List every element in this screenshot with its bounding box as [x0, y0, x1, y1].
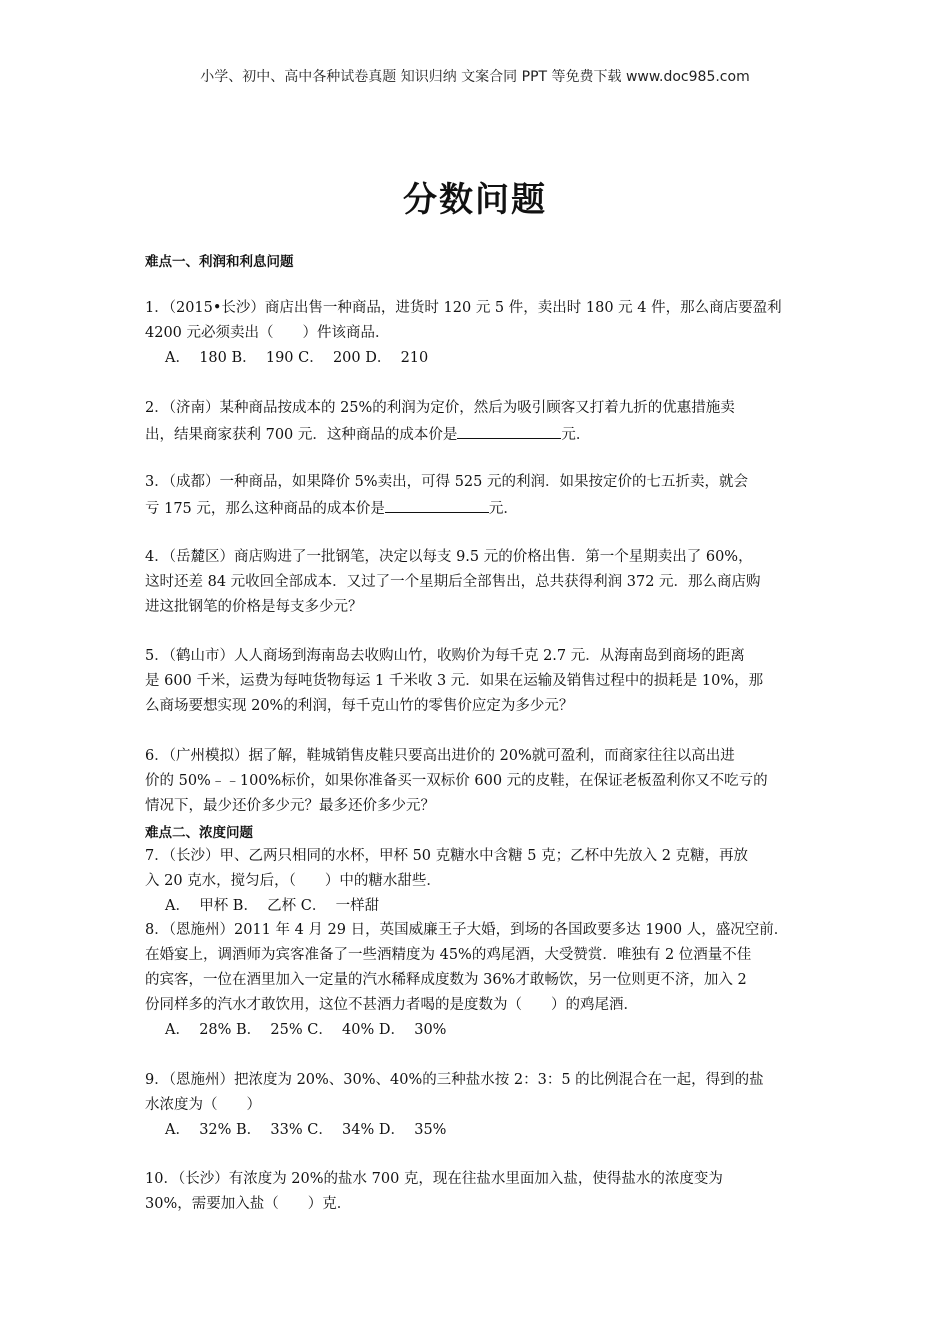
question-text: 8．（恩施州）2011 年 4 月 29 日，英国威廉王子大婚，到场的各国政要多达 1900 人，盛况空前． — [145, 922, 789, 938]
question-text: 进这批钢笔的价格是每支多少元？ — [145, 599, 363, 615]
question-text: 3．（成都）一种商品，如果降价 5%卖出，可得 525 元的利润．如果按定价的七五折卖，就会 — [145, 474, 748, 490]
question-text: 30%，需要加入盐（ ）克． — [145, 1196, 352, 1212]
question-text: 元． — [488, 501, 518, 517]
question-text: 么商场要想实现 20%的利润，每千克山竹的零售价应定为多少元？ — [145, 698, 574, 714]
question-text-line — [145, 497, 518, 519]
question-text: 在婚宴上，调酒师为宾客准备了一些酒精度为 45%的鸡尾酒，大受赞赏．唯独有 2 位酒量不佳 — [145, 947, 752, 963]
page-header: 小学、初中、高中各种试卷真题 知识归纳 文案合同 PPT 等免费下载 www.doc985.com — [200, 69, 750, 85]
question-text: 价的 50%﹣﹣100%标价，如果你准备买一双标价 600 元的皮鞋，在保证老板盈利你又不吃亏的 — [145, 773, 768, 789]
answer-blank — [385, 497, 489, 513]
question-text: 的宾客，一位在酒里加入一定量的汽水稀释成度数为 36%才敢畅饮，另一位则更不济，加入 2 — [145, 972, 747, 988]
question-text: 出，结果商家获利 700 元．这种商品的成本价是 — [145, 427, 458, 443]
answer-blank — [457, 423, 561, 439]
question-text: 4．（岳麓区）商店购进了一批钢笔，决定以每支 9.5 元的价格出售．第一个星期卖出了 60%， — [145, 549, 753, 565]
question-text: 是 600 千米，运费为每吨货物每运 1 千米收 3 元．如果在运输及销售过程中的损耗是 10%，那 — [145, 673, 764, 689]
section-heading-profit: 难点一、利润和利息问题 — [145, 254, 294, 270]
question-text-line — [145, 423, 590, 445]
question-text: 份同样多的汽水才敢饮用，这位不甚酒力者喝的是度数为（ ）的鸡尾酒． — [145, 997, 638, 1013]
answer-options: A． 180 B． 190 C． 200 D． 210 — [165, 350, 429, 366]
question-text: 入 20 克水，搅匀后，（ ）中的糖水甜些． — [145, 873, 441, 889]
question-text: 5．（鹤山市）人人商场到海南岛去收购山竹，收购价为每千克 2.7 元．从海南岛到商场的距离 — [145, 648, 745, 664]
question-text: 6．（广州模拟）据了解，鞋城销售皮鞋只要高出进价的 20%就可盈利，而商家往往以高出进 — [145, 748, 735, 764]
question-text: 9．（恩施州）把浓度为 20%、30%、40%的三种盐水按 2：3：5 的比例混合在一起，得到的盐 — [145, 1072, 764, 1088]
section-heading-concentration: 难点二、浓度问题 — [145, 825, 253, 841]
question-text: 7．（长沙）甲、乙两只相同的水杯，甲杯 50 克糖水中含糖 5 克；乙杯中先放入 2 克糖，再放 — [145, 848, 749, 864]
answer-options: A． 28% B． 25% C． 40% D． 30% — [165, 1022, 447, 1038]
question-text: 2．（济南）某种商品按成本的 25%的利润为定价，然后为吸引顾客又打着九折的优惠措施卖 — [145, 400, 735, 416]
page-title: 分数问题 — [403, 180, 547, 220]
answer-options: A． 甲杯 B． 乙杯 C． 一样甜 — [165, 898, 380, 914]
question-text: 情况下，最少还价多少元？最多还价多少元？ — [145, 798, 435, 814]
question-text: 亏 175 元，那么这种商品的成本价是 — [145, 501, 385, 517]
answer-options: A． 32% B． 33% C． 34% D． 35% — [165, 1122, 447, 1138]
question-text: 这时还差 84 元收回全部成本．又过了一个星期后全部售出，总共获得利润 372 元．那么商店购 — [145, 574, 761, 590]
question-text: 1．（2015•长沙）商店出售一种商品，进货时 120 元 5 件，卖出时 180 元 4 件，那么商店要盈利 — [145, 300, 782, 316]
question-text: 4200 元必须卖出（ ）件该商品． — [145, 325, 390, 341]
question-text: 水浓度为（ ） — [145, 1097, 261, 1113]
question-text: 元． — [561, 427, 591, 443]
question-text: 10．（长沙）有浓度为 20%的盐水 700 克，现在往盐水里面加入盐，使得盐水的浓度变为 — [145, 1171, 723, 1187]
